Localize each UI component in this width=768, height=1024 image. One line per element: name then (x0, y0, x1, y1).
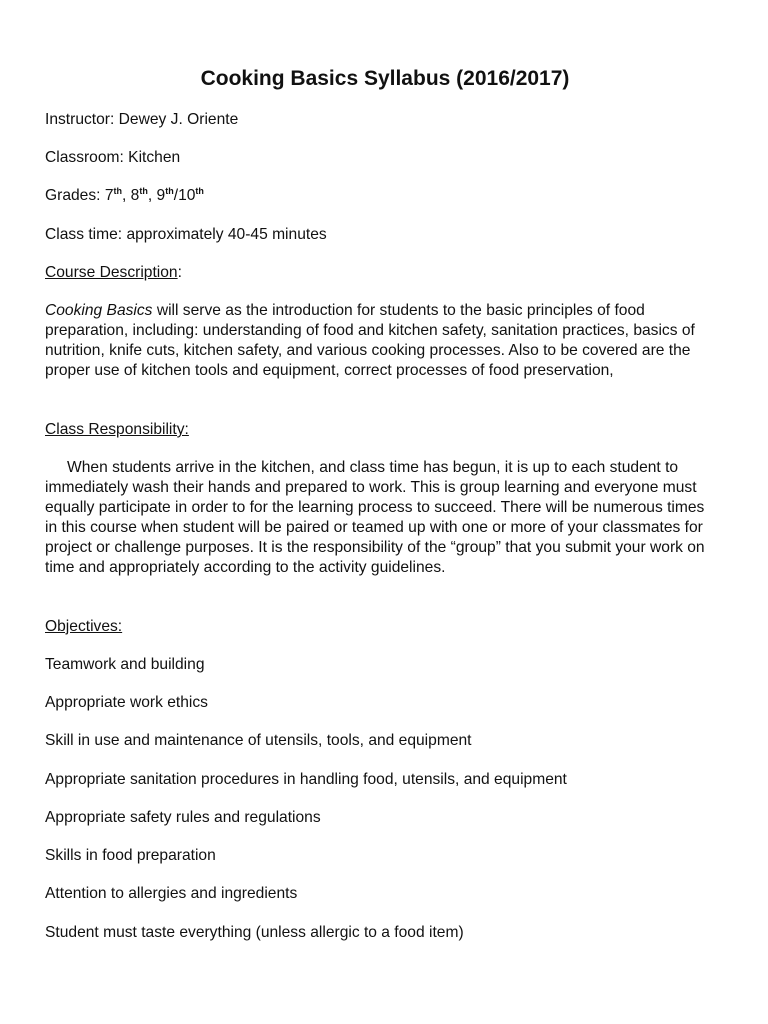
heading-colon: : (177, 264, 182, 281)
course-name-italic: Cooking Basics (45, 302, 153, 319)
objective-item: Appropriate sanitation procedures in handling food, utensils, and equipment (45, 771, 567, 788)
objectives-heading: Objectives: (45, 618, 123, 635)
grade-7-suffix: th (113, 186, 122, 196)
grades-prefix: Grades: (45, 187, 105, 204)
grades-slash: / (173, 187, 179, 204)
objective-item: Student must taste everything (unless allergic to a food item) (45, 924, 464, 941)
objective-item: Appropriate work ethics (45, 694, 208, 711)
grade-10-suffix: th (195, 186, 204, 196)
grade-8: 8 (130, 187, 140, 204)
grades-separator: , (147, 187, 157, 204)
objective-item: Skill in use and maintenance of utensils, tools, and equipment (45, 732, 472, 749)
instructor-line: Instructor: Dewey J. Oriente (45, 111, 239, 128)
objective-item: Attention to allergies and ingredients (45, 885, 298, 902)
grade-8-suffix: th (139, 186, 148, 196)
objective-item: Appropriate safety rules and regulations (45, 809, 321, 826)
classroom-line: Classroom: Kitchen (45, 149, 181, 166)
class-responsibility-heading: Class Responsibility: (45, 421, 189, 438)
course-description-heading-text: Course Description (45, 264, 178, 281)
grade-7: 7 (104, 187, 114, 204)
grade-9-suffix: th (165, 186, 174, 196)
course-description-body: will serve as the introduction for students to the basic principles of food preparation, including: understanding of food and kitchen safety, sanitation practices, basics of nutrition, knife cuts, kitchen safety, and various cooking processes. Also to be covered are the proper use of kitchen tools and equipment, correct processes of food preservation, (45, 302, 695, 379)
grades-separator: , (122, 187, 131, 204)
course-description-heading (45, 263, 182, 283)
document-title: Cooking Basics Syllabus (2016/2017) (200, 67, 570, 90)
grades-line (45, 186, 204, 206)
grade-9: 9 (156, 187, 166, 204)
objective-item: Skills in food preparation (45, 847, 216, 864)
objective-item: Teamwork and building (45, 656, 205, 673)
grade-10: 10 (178, 187, 196, 204)
course-description-paragraph (45, 301, 717, 381)
class-responsibility-paragraph: When students arrive in the kitchen, and class time has begun, it is up to each student to immediately wash their hands and prepared to work. This is group learning and everyone must equally participate in order to for the learning process to succeed. There will be numerous times in this course when student will be paired or teamed up with one or more of your classmates for project or challenge purposes. It is the responsibility of the “group” that you submit your work on time and appropriately according to the activity guidelines. (45, 459, 705, 576)
class-time-line: Class time: approximately 40-45 minutes (45, 226, 327, 243)
